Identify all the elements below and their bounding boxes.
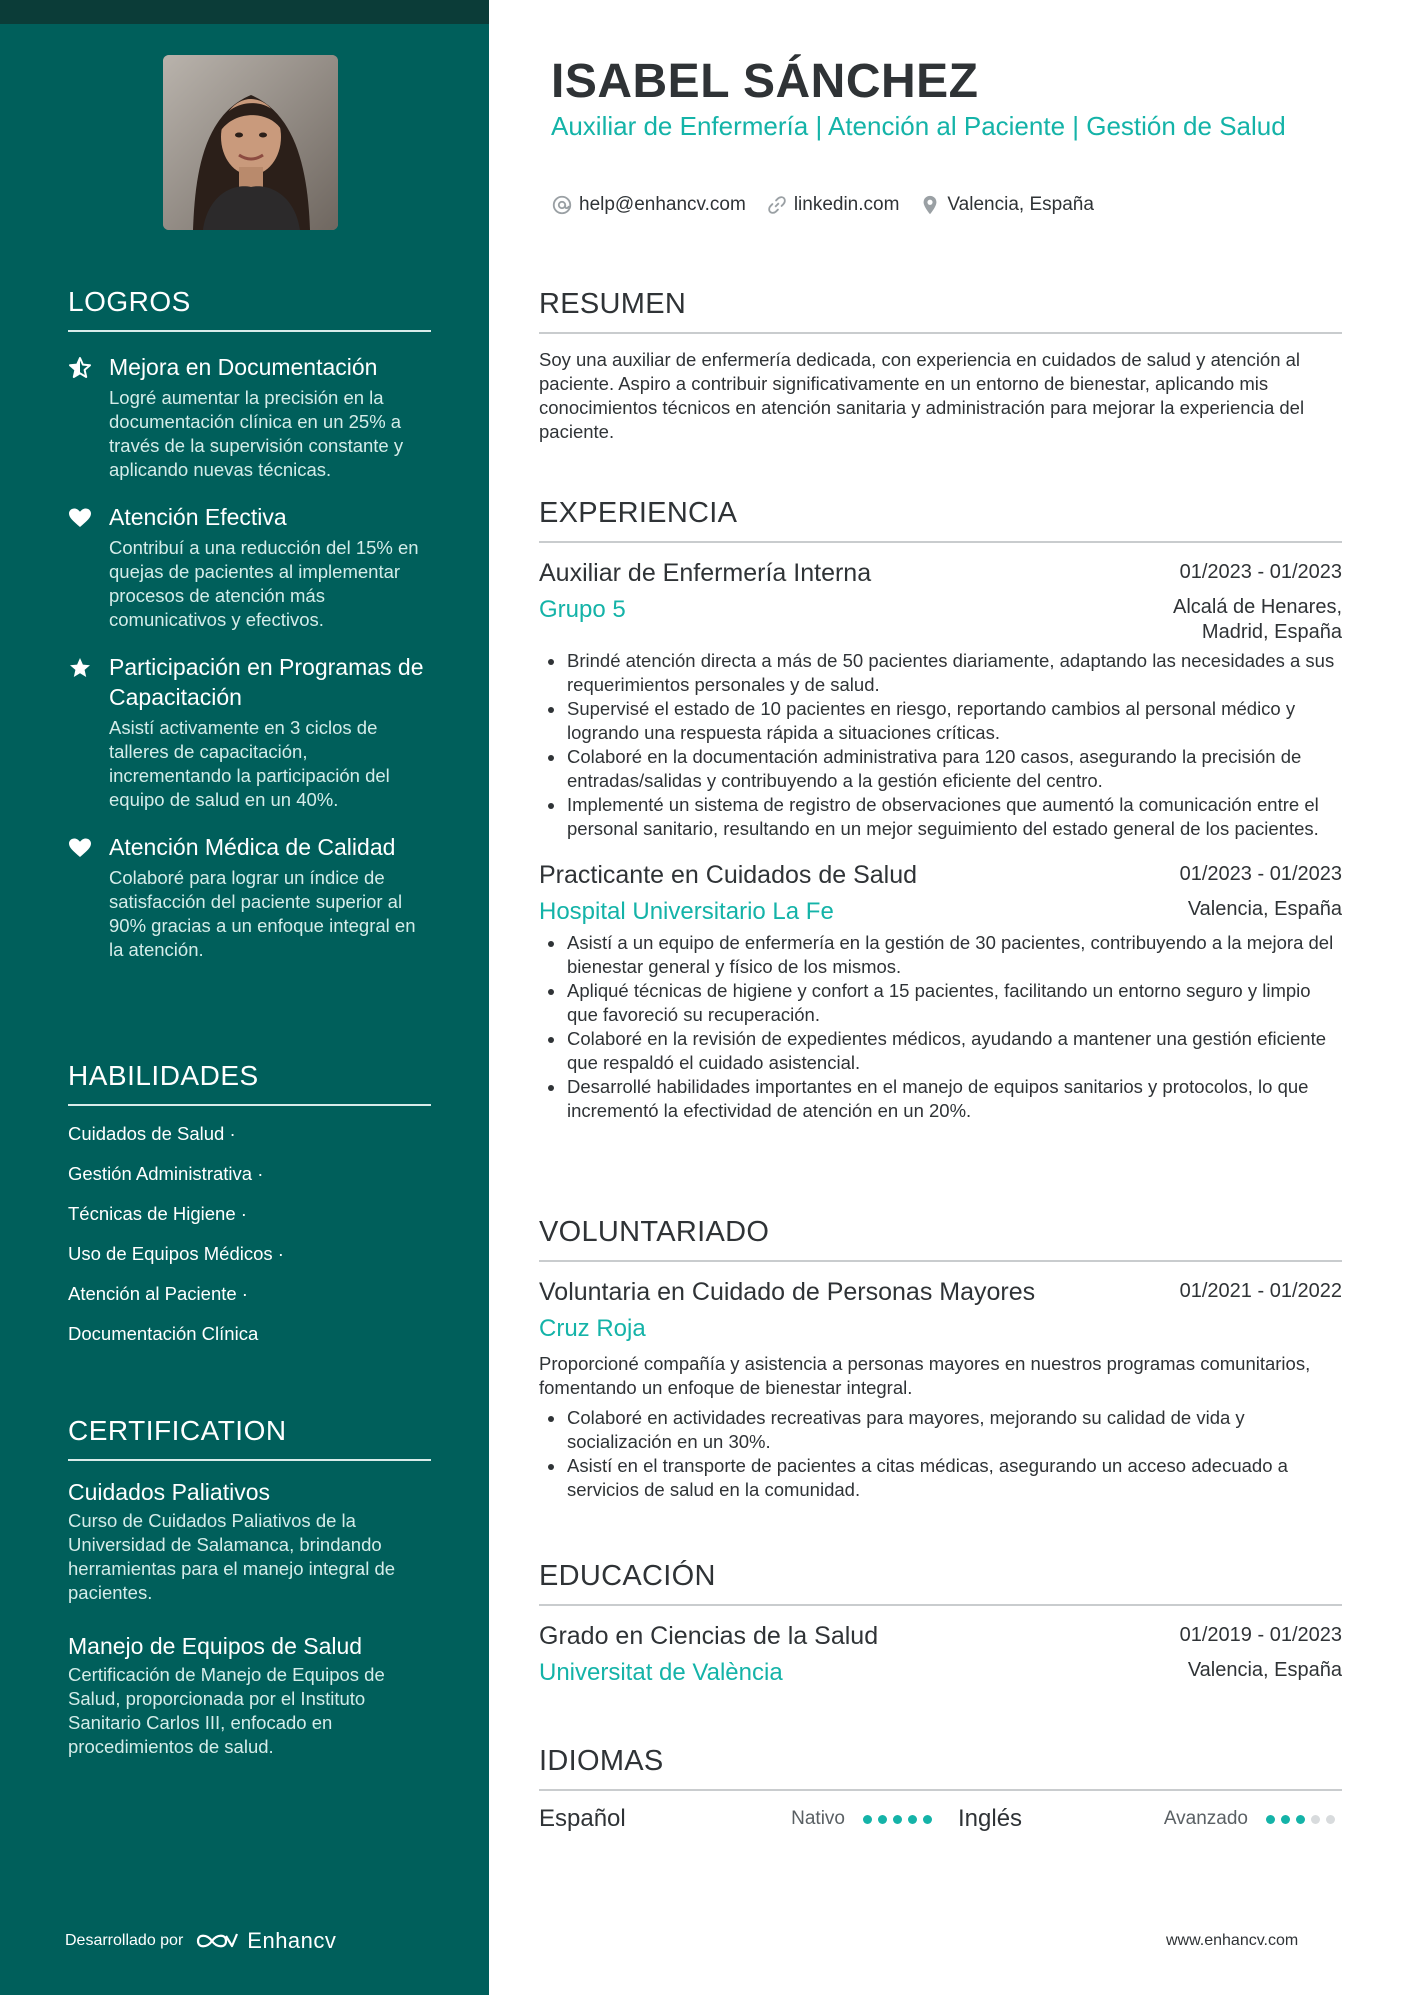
certification-desc: Curso de Cuidados Paliativos de la Universidad de Salamanca, brindando herramientas para el manejo integral de pacientes. xyxy=(68,1510,396,1603)
contact-linkedin[interactable] xyxy=(766,194,900,216)
job-bullet: Desarrollé habilidades importantes en el manejo de equipos sanitarios y protocolos, lo que incrementó la efectividad de atención en un 20%. xyxy=(539,1075,1342,1123)
job-location: Valencia, España xyxy=(1187,898,1342,920)
achievement-desc: Logré aumentar la precisión en la documentación clínica en un 25% a través de la supervisión constante y aplicando nuevas técnicas. xyxy=(109,387,404,480)
job-bullet: Colaboré en la documentación administrativa para 120 casos, asegurando la precisión de entradas/salidas y contribuyendo a la gestión eficiente del centro. xyxy=(539,745,1342,793)
achievement-item xyxy=(68,502,431,632)
job-location: Alcalá de Henares, Madrid, España xyxy=(1173,596,1342,643)
job-date: 01/2023 - 01/2023 xyxy=(1179,863,1342,885)
enhancv-logo[interactable] xyxy=(195,1928,336,1954)
certification-item xyxy=(68,1631,431,1759)
education-date: 01/2019 - 01/2023 xyxy=(1179,1624,1342,1646)
job-bullet: Supervisé el estado de 10 pacientes en riesgo, reportando cambios al personal médico y logrando una respuesta rápida a situaciones críticas. xyxy=(539,697,1342,745)
educacion-title: EDUCACIÓN xyxy=(539,1560,1342,1606)
achievement-title: Participación en Programas de Capacitación xyxy=(109,654,424,710)
at-icon xyxy=(551,194,573,216)
candidate-headline: Auxiliar de Enfermería | Atención al Paciente | Gestión de Salud xyxy=(551,111,1286,141)
heart-icon xyxy=(68,836,92,860)
rating-dot-filled xyxy=(1296,1815,1305,1824)
powered-by xyxy=(65,1928,336,1954)
habilidades-section xyxy=(68,1060,431,1346)
achievement-desc: Asistí activamente en 3 ciclos de talleres de capacitación, incrementando la participación del equipo de salud en un 40%. xyxy=(109,717,390,810)
achievement-desc: Colaboré para lograr un índice de satisfacción del paciente superior al 90% gracias a un enfoque integral en la atención. xyxy=(109,867,416,960)
star-half-icon xyxy=(68,356,92,380)
rating-dot-filled xyxy=(1266,1815,1275,1824)
certification-title: CERTIFICATION xyxy=(68,1415,431,1461)
volunteer-bullet: Colaboré en actividades recreativas para mayores, mejorando su calidad de vida y socialización en un 30%. xyxy=(539,1406,1342,1454)
certification-section xyxy=(68,1415,431,1759)
job-entry xyxy=(539,557,1342,841)
certification-name: Cuidados Paliativos xyxy=(68,1479,271,1505)
contact-email[interactable] xyxy=(551,194,746,216)
volunteer-date: 01/2021 - 01/2022 xyxy=(1179,1280,1342,1302)
voluntariado-title: VOLUNTARIADO xyxy=(539,1216,1342,1262)
rating-dot-filled xyxy=(863,1815,872,1824)
language-rating xyxy=(1266,1815,1335,1824)
educacion-section xyxy=(539,1560,1342,1688)
language-level: Avanzado xyxy=(1163,1808,1248,1829)
education-entry xyxy=(539,1620,1342,1688)
skill-item: Técnicas de Higiene · xyxy=(68,1203,247,1224)
job-bullet: Colaboré en la revisión de expedientes médicos, ayudando a mantener una gestión eficiente que respaldó el cuidado asistencial. xyxy=(539,1027,1342,1075)
link-icon xyxy=(766,194,788,216)
job-entry xyxy=(539,859,1342,1123)
job-bullet: Implementé un sistema de registro de observaciones que aumentó la comunicación entre el personal sanitario, resultando en un mejor seguimiento del estado general de los pacientes. xyxy=(539,793,1342,841)
achievement-title: Mejora en Documentación xyxy=(109,354,378,380)
language-level: Nativo xyxy=(791,1808,845,1829)
profile-photo-image xyxy=(163,55,338,230)
education-location: Valencia, España xyxy=(1187,1659,1342,1681)
rating-dot-filled xyxy=(923,1815,932,1824)
job-bullet: Asistí a un equipo de enfermería en la gestión de 30 pacientes, contribuyendo a la mejora del bienestar general y físico de los mismos. xyxy=(539,931,1342,979)
logros-section xyxy=(68,286,431,962)
language-rating xyxy=(863,1815,932,1824)
skill-item: Cuidados de Salud · xyxy=(68,1123,236,1144)
skill-item: Gestión Administrativa · xyxy=(68,1163,264,1184)
sidebar xyxy=(0,0,489,1995)
job-bullets xyxy=(539,931,1342,1123)
job-bullet: Brindé atención directa a más de 50 pacientes diariamente, adaptando las necesidades a sus requerimientos personales y de salud. xyxy=(539,649,1342,697)
job-bullet: Apliqué técnicas de higiene y confort a 15 pacientes, facilitando un entorno seguro y limpio que favoreció su recuperación. xyxy=(539,979,1342,1027)
volunteer-bullets xyxy=(539,1406,1342,1502)
skill-item: Documentación Clínica xyxy=(68,1323,259,1344)
volunteer-org: Cruz Roja xyxy=(539,1315,646,1342)
contact-location-text: Valencia, España xyxy=(947,194,1094,215)
rating-dot-empty xyxy=(1326,1815,1335,1824)
languages-row xyxy=(539,1805,1342,1833)
sidebar-top-band xyxy=(0,0,489,24)
achievement-item xyxy=(68,832,431,962)
job-company: Grupo 5 xyxy=(539,596,626,623)
profile-photo xyxy=(163,55,338,230)
experiencia-section xyxy=(539,497,1342,1123)
certification-desc: Certificación de Manejo de Equipos de Salud, proporcionada por el Instituto Sanitario Carlos III, enfocado en procedimientos de salud. xyxy=(68,1664,385,1757)
achievement-desc: Contribuí a una reducción del 15% en quejas de pacientes al implementar procesos de atención más comunicativos y efectivos. xyxy=(109,537,419,630)
rating-dot-filled xyxy=(1281,1815,1290,1824)
job-date: 01/2023 - 01/2023 xyxy=(1179,561,1342,583)
idiomas-section xyxy=(539,1745,1342,1833)
volunteer-desc: Proporcioné compañía y asistencia a personas mayores en nuestros programas comunitarios, fomentando un enfoque de bienestar integral. xyxy=(539,1353,1311,1398)
certification-name: Manejo de Equipos de Salud xyxy=(68,1633,363,1659)
language-item xyxy=(958,1805,1342,1833)
achievement-title: Atención Médica de Calidad xyxy=(109,834,396,860)
logros-title: LOGROS xyxy=(68,286,431,332)
enhancv-logo-icon xyxy=(195,1930,239,1952)
contact-bar xyxy=(551,194,1094,216)
candidate-name: ISABEL SÁNCHEZ xyxy=(551,55,979,108)
language-name: Español xyxy=(539,1805,626,1832)
rating-dot-filled xyxy=(878,1815,887,1824)
job-company: Hospital Universitario La Fe xyxy=(539,898,834,925)
skill-item: Uso de Equipos Médicos · xyxy=(68,1243,284,1264)
job-bullets xyxy=(539,649,1342,841)
achievement-item xyxy=(68,652,431,812)
achievement-title: Atención Efectiva xyxy=(109,504,287,530)
volunteer-entry xyxy=(539,1276,1342,1502)
job-title: Practicante en Cuidados de Salud xyxy=(539,861,918,889)
footer-site-link[interactable]: www.enhancv.com xyxy=(1166,1932,1299,1949)
habilidades-title: HABILIDADES xyxy=(68,1060,431,1106)
rating-dot-filled xyxy=(908,1815,917,1824)
voluntariado-section xyxy=(539,1216,1342,1502)
language-item xyxy=(539,1805,932,1833)
heart-icon xyxy=(68,506,92,530)
resumen-text: Soy una auxiliar de enfermería dedicada, con experiencia en cuidados de salud y atención al paciente. Aspiro a contribuir significativamente en un entorno de bienestar, aplicando mis conocimientos técnicos en atención sanitaria y administración para mejorar la experiencia del paciente. xyxy=(539,349,1305,442)
location-pin-icon xyxy=(919,194,941,216)
contact-email-text: help@enhancv.com xyxy=(579,194,746,215)
language-name: Inglés xyxy=(958,1805,1023,1832)
volunteer-bullet: Asistí en el transporte de pacientes a citas médicas, asegurando un acceso adecuado a servicios de salud en la comunidad. xyxy=(539,1454,1342,1502)
idiomas-title: IDIOMAS xyxy=(539,1745,1342,1791)
volunteer-role: Voluntaria en Cuidado de Personas Mayores xyxy=(539,1278,1036,1306)
education-school: Universitat de València xyxy=(539,1659,783,1686)
resumen-title: RESUMEN xyxy=(539,288,1342,334)
powered-by-label: Desarrollado por xyxy=(65,1932,184,1949)
star-icon xyxy=(68,656,92,680)
rating-dot-empty xyxy=(1311,1815,1320,1824)
contact-linkedin-text: linkedin.com xyxy=(793,194,900,215)
enhancv-brand: Enhancv xyxy=(247,1928,337,1953)
experiencia-title: EXPERIENCIA xyxy=(539,497,1342,543)
resumen-section xyxy=(539,288,1342,444)
rating-dot-filled xyxy=(893,1815,902,1824)
contact-location xyxy=(919,194,1093,216)
certification-item xyxy=(68,1477,431,1605)
skill-item: Atención al Paciente · xyxy=(68,1283,248,1304)
achievement-item xyxy=(68,352,431,482)
job-title: Auxiliar de Enfermería Interna xyxy=(539,559,872,587)
education-degree: Grado en Ciencias de la Salud xyxy=(539,1622,879,1650)
